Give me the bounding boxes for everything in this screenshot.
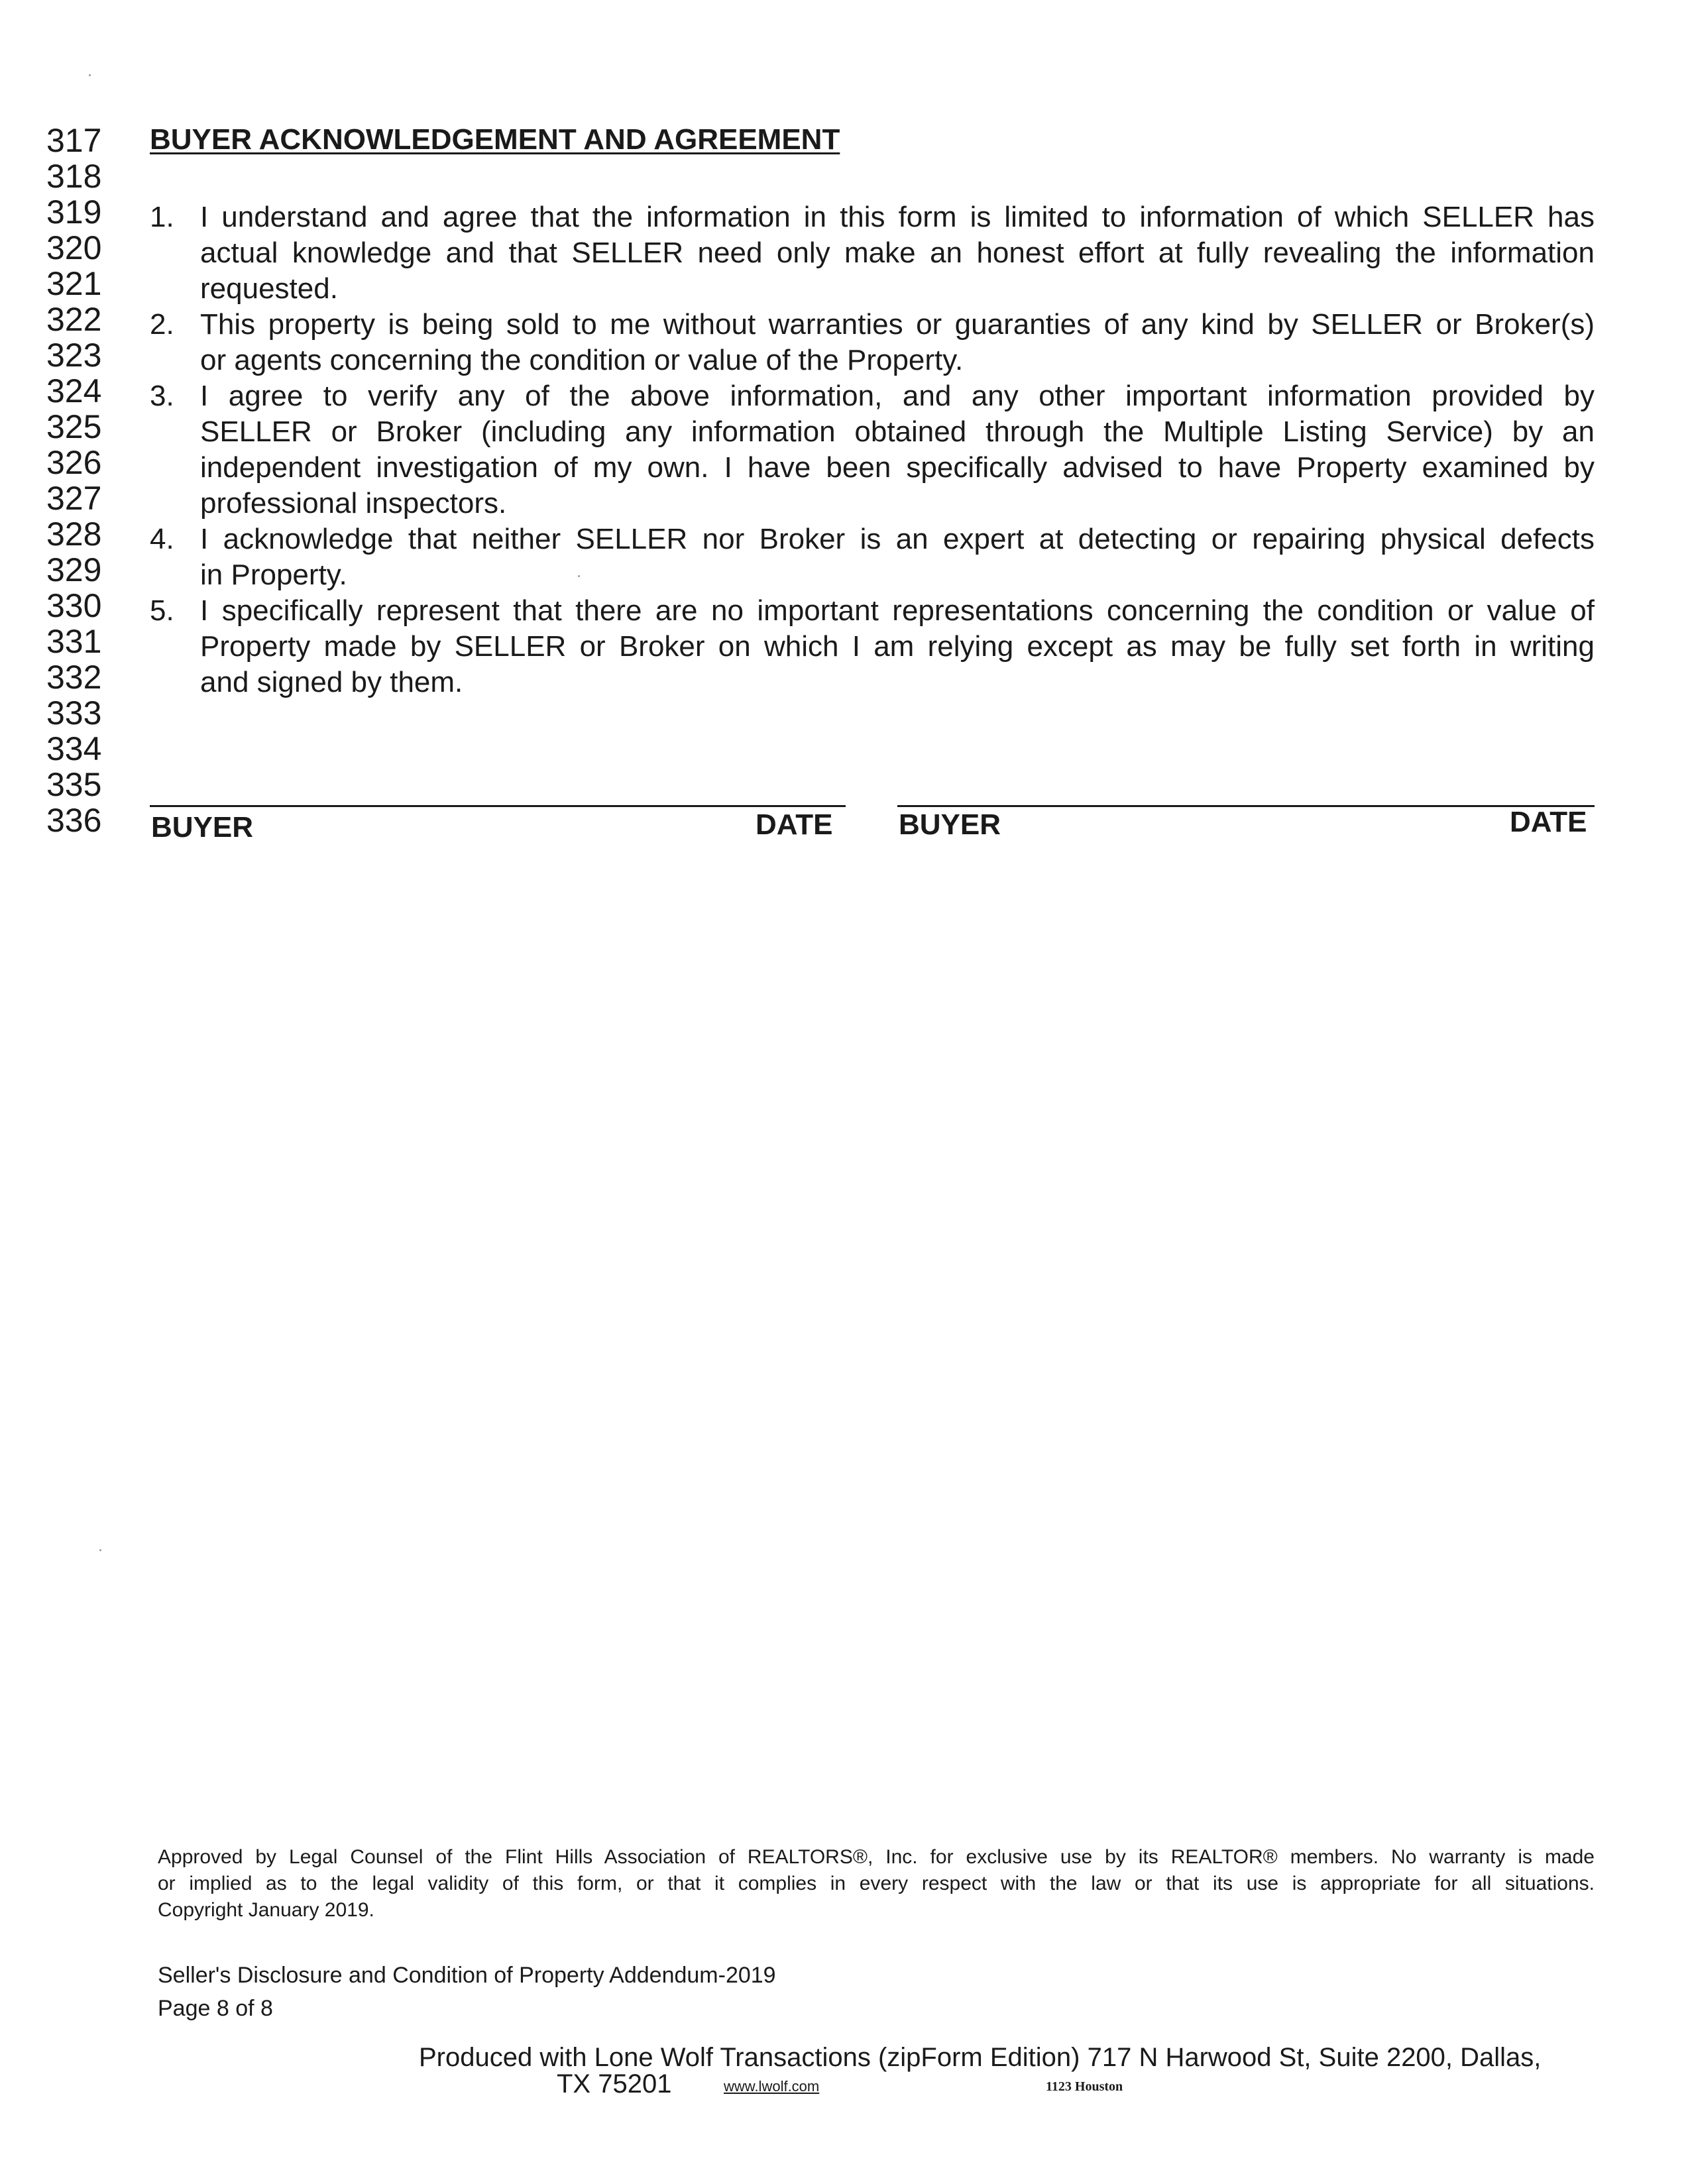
- item-text-line: independent investigation of my own. I have been specifically advised to have Property examined by: [200, 451, 1595, 484]
- line-number: 332: [46, 659, 102, 696]
- item-number: 1.: [150, 201, 174, 233]
- buyer-signature-line[interactable]: [150, 805, 846, 807]
- line-number: 331: [46, 623, 102, 660]
- item-text-line: SELLER or Broker (including any information obtained through the Multiple Listing Service) by an: [200, 415, 1595, 448]
- item-text-line: I understand and agree that the information in this form is limited to information of which SELLER has: [200, 201, 1595, 233]
- line-number: 320: [46, 229, 102, 266]
- scan-speck: [578, 575, 580, 577]
- item-text-line: requested.: [200, 272, 338, 305]
- item-text-line: in Property.: [200, 559, 347, 591]
- producer-credit: Produced with Lone Wolf Transactions (zipForm Edition) 717 N Harwood St, Suite 2200, Dallas,: [419, 2043, 1542, 2072]
- item-number: 4.: [150, 523, 174, 555]
- item-text-line: I agree to verify any of the above information, and any other important information provided by: [200, 380, 1595, 412]
- line-number: 326: [46, 444, 102, 481]
- form-name: Seller's Disclosure and Condition of Property Addendum-2019: [158, 1963, 776, 1988]
- line-number: 324: [46, 372, 102, 410]
- item-text-line: I specifically represent that there are no important representations concerning the condition or value of: [200, 594, 1595, 627]
- line-number: 336: [46, 802, 102, 839]
- scan-speck: [99, 1549, 101, 1551]
- legal-notice-line: Copyright January 2019.: [158, 1899, 374, 1921]
- item-number: 2.: [150, 308, 174, 341]
- item-text-line: This property is being sold to me without warranties or guaranties of any kind by SELLER or Broker(s): [200, 308, 1595, 341]
- line-number: 333: [46, 694, 102, 732]
- line-number: 327: [46, 480, 102, 517]
- line-number: 325: [46, 408, 102, 445]
- buyer-label: BUYER: [899, 808, 1001, 841]
- item-number: 3.: [150, 380, 174, 412]
- line-number: 334: [46, 730, 102, 767]
- page-number: Page 8 of 8: [158, 1996, 273, 2021]
- buyer-label: BUYER: [151, 811, 254, 844]
- item-text-line: and signed by them.: [200, 666, 463, 698]
- item-text-line: actual knowledge and that SELLER need only make an honest effort at fully revealing the information: [200, 237, 1595, 269]
- line-number: 319: [46, 193, 102, 231]
- line-number: 322: [46, 301, 102, 338]
- scan-speck: [89, 74, 91, 76]
- item-text-line: or agents concerning the condition or value of the Property.: [200, 344, 964, 376]
- document-id: 1123 Houston: [1046, 2079, 1123, 2094]
- legal-notice-line: or implied as to the legal validity of this form, or that it complies in every respect with the law or that its use is appropriate for all situations.: [158, 1873, 1595, 1894]
- line-number: 321: [46, 265, 102, 302]
- item-text-line: professional inspectors.: [200, 487, 507, 519]
- line-number: 330: [46, 587, 102, 624]
- legal-notice-line: Approved by Legal Counsel of the Flint Hills Association of REALTORS®, Inc. for exclusive use by its REALTOR® members. No warranty is made: [158, 1846, 1595, 1868]
- item-text-line: I acknowledge that neither SELLER nor Broker is an expert at detecting or repairing physical defects: [200, 523, 1595, 555]
- buyer-signature-line[interactable]: [897, 805, 1595, 807]
- date-label: DATE: [756, 808, 833, 841]
- date-label: DATE: [1510, 806, 1587, 838]
- line-number: 329: [46, 551, 102, 588]
- item-number: 5.: [150, 594, 174, 627]
- item-text-line: Property made by SELLER or Broker on which I am relying except as may be fully set forth in writing: [200, 630, 1595, 663]
- line-number: 318: [46, 158, 102, 195]
- line-number: 328: [46, 516, 102, 553]
- line-number: 317: [46, 122, 102, 159]
- section-heading: BUYER ACKNOWLEDGEMENT AND AGREEMENT: [150, 123, 840, 156]
- line-number: 323: [46, 337, 102, 374]
- line-number: 335: [46, 766, 102, 803]
- producer-address: TX 75201: [557, 2069, 672, 2099]
- website-link[interactable]: www.lwolf.com: [724, 2078, 820, 2095]
